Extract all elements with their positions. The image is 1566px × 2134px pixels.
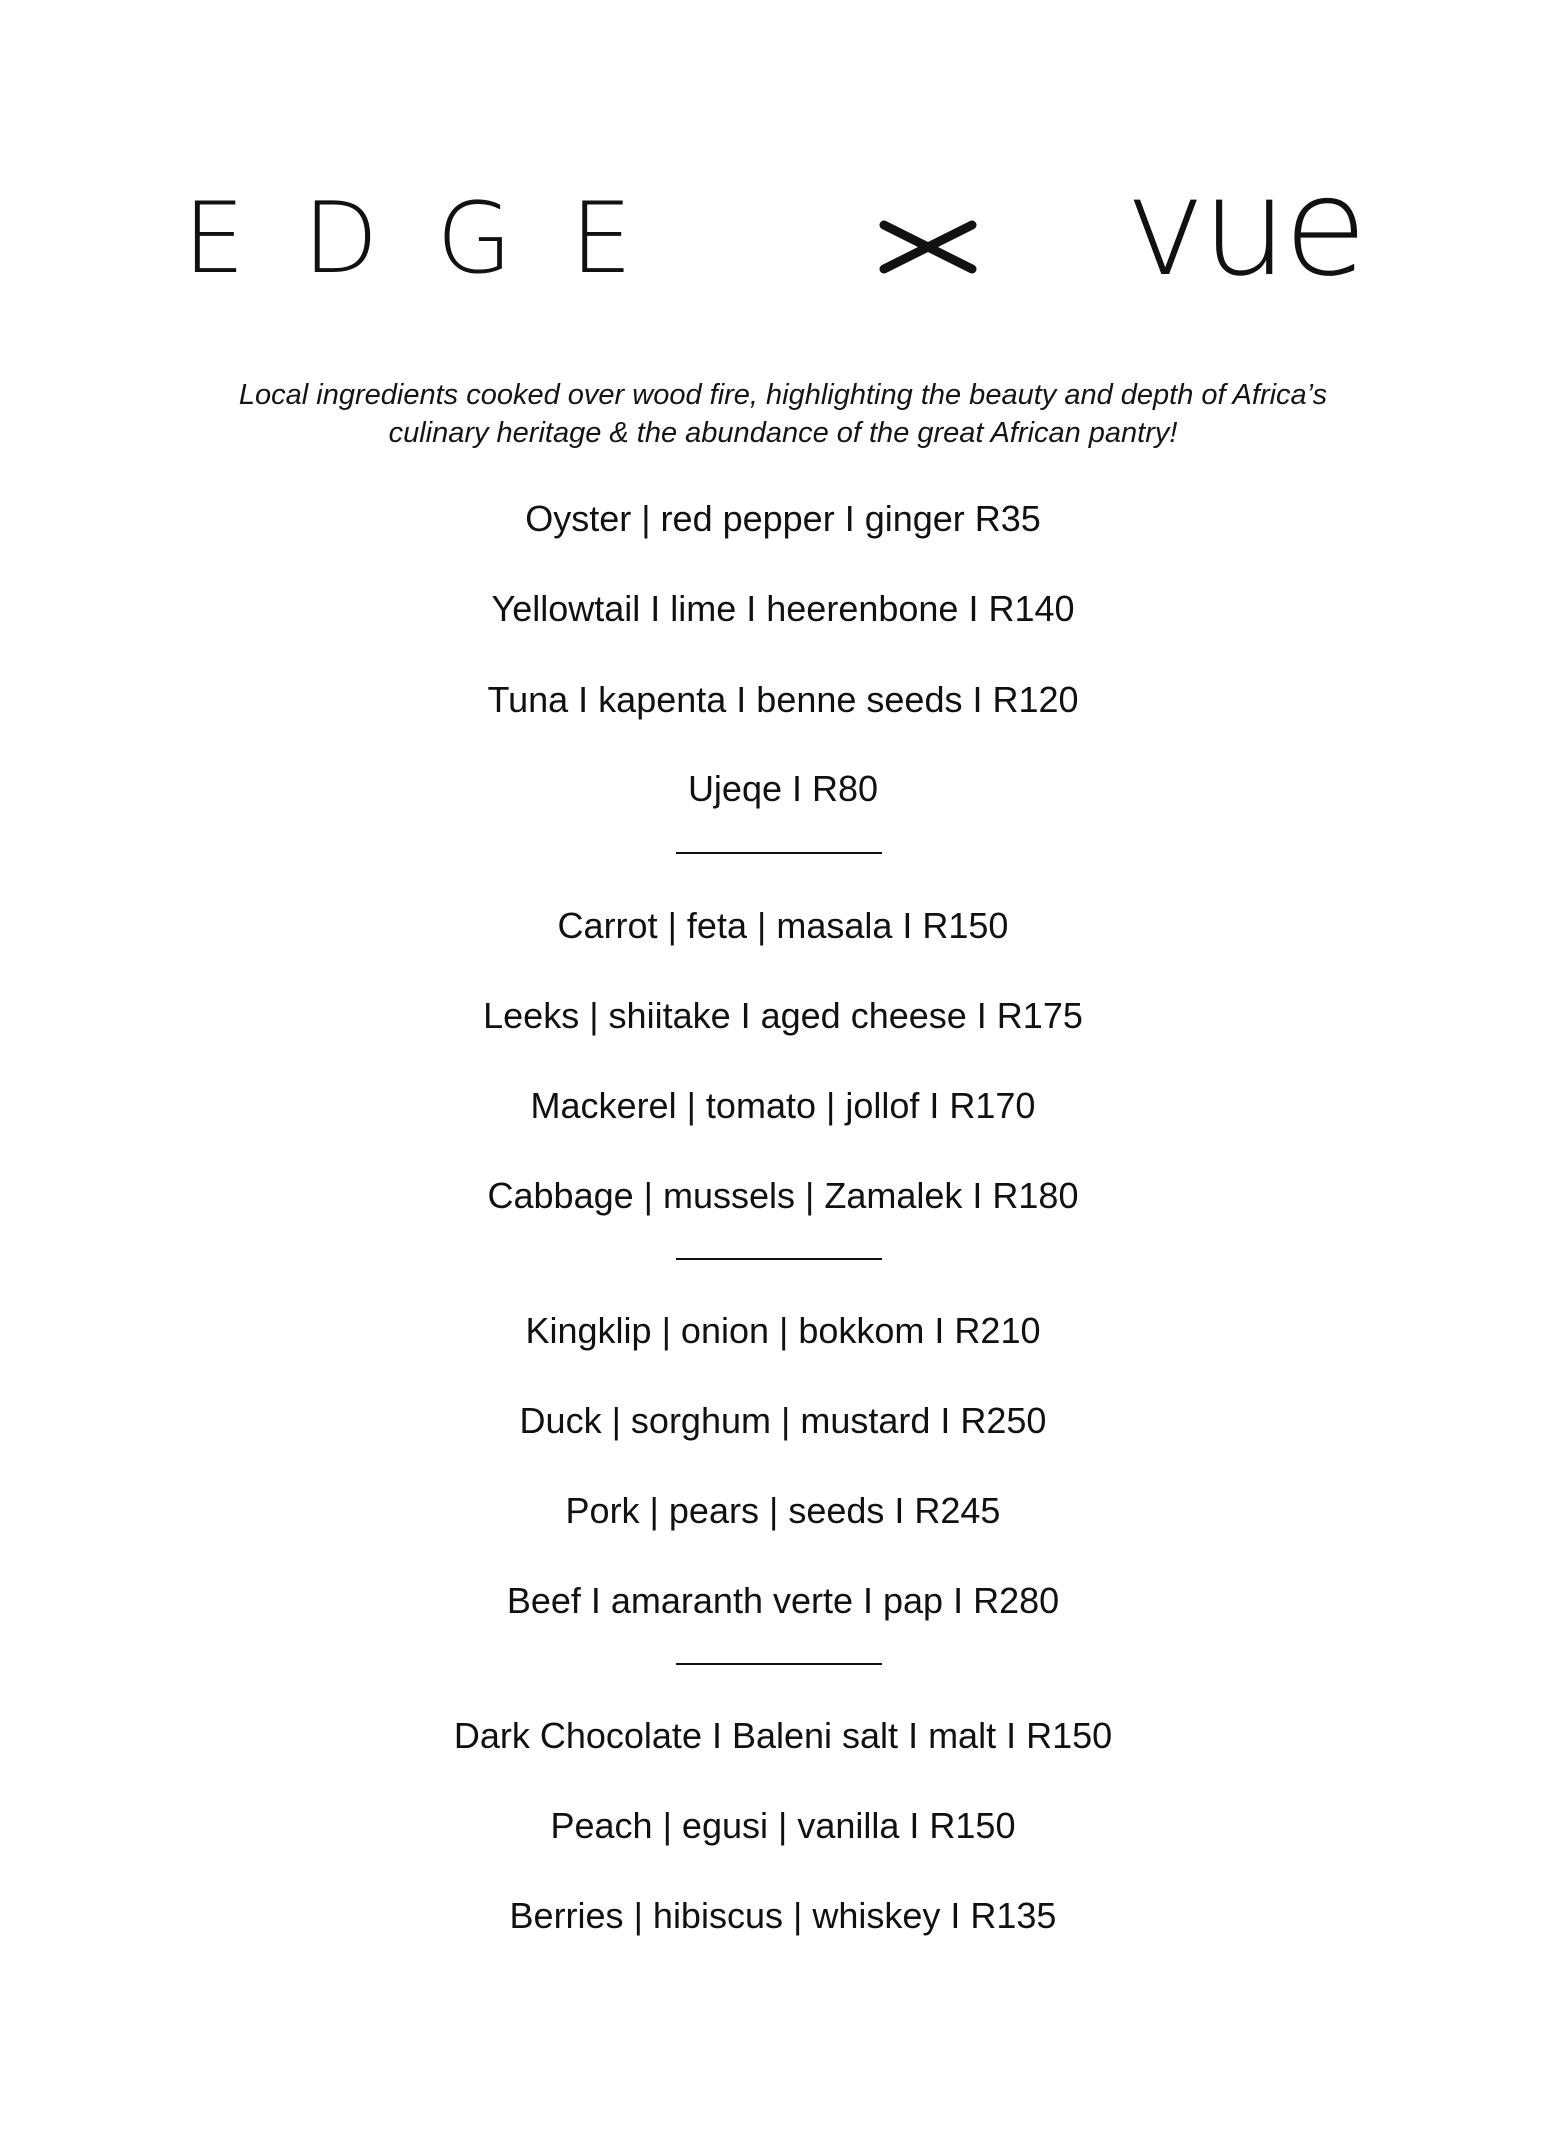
menu-item: Yellowtail I lime I heerenbone I R140 xyxy=(491,588,1075,629)
menu-item: Dark Chocolate I Baleni salt I malt I R150 xyxy=(453,1715,1113,1756)
menu-item: Duck | sorghum | mustard I R250 xyxy=(519,1400,1047,1441)
menu-item: Pork | pears | seeds I R245 xyxy=(565,1490,1001,1531)
menu-item: Leeks | shiitake I aged cheese I R175 xyxy=(483,995,1083,1036)
tagline-line-1: Local ingredients cooked over wood fire, highlighting the beauty and depth of Africa’s xyxy=(238,379,1328,411)
menu-item: Ujeqe I R80 xyxy=(687,768,879,809)
menu-item: Berries | hibiscus | whiskey I R135 xyxy=(509,1895,1057,1936)
header xyxy=(0,149,1566,307)
menu-item: Kingklip | onion | bokkom I R210 xyxy=(525,1310,1041,1351)
menu-item: Mackerel | tomato | jollof I R170 xyxy=(530,1085,1036,1126)
menu-item: Carrot | feta | masala I R150 xyxy=(557,905,1009,946)
menu-item: Tuna I kapenta I benne seeds I R120 xyxy=(487,679,1079,720)
menu-item: Cabbage | mussels | Zamalek I R180 xyxy=(487,1175,1079,1216)
section-divider xyxy=(676,1663,882,1665)
menu-item: Beef I amaranth verte I pap I R280 xyxy=(506,1580,1060,1621)
section-divider xyxy=(676,1258,882,1260)
vue-logo: vue xyxy=(1125,149,1364,307)
tagline-line-2: culinary heritage & the abundance of the great African pantry! xyxy=(388,417,1178,449)
menu-item: Peach | egusi | vanilla I R150 xyxy=(550,1805,1016,1846)
edge-logo: EDGE xyxy=(183,182,691,296)
x-mark-icon xyxy=(878,217,978,277)
section-divider xyxy=(676,852,882,854)
tagline xyxy=(0,376,1566,452)
menu-item: Oyster | red pepper I ginger R35 xyxy=(525,498,1041,539)
